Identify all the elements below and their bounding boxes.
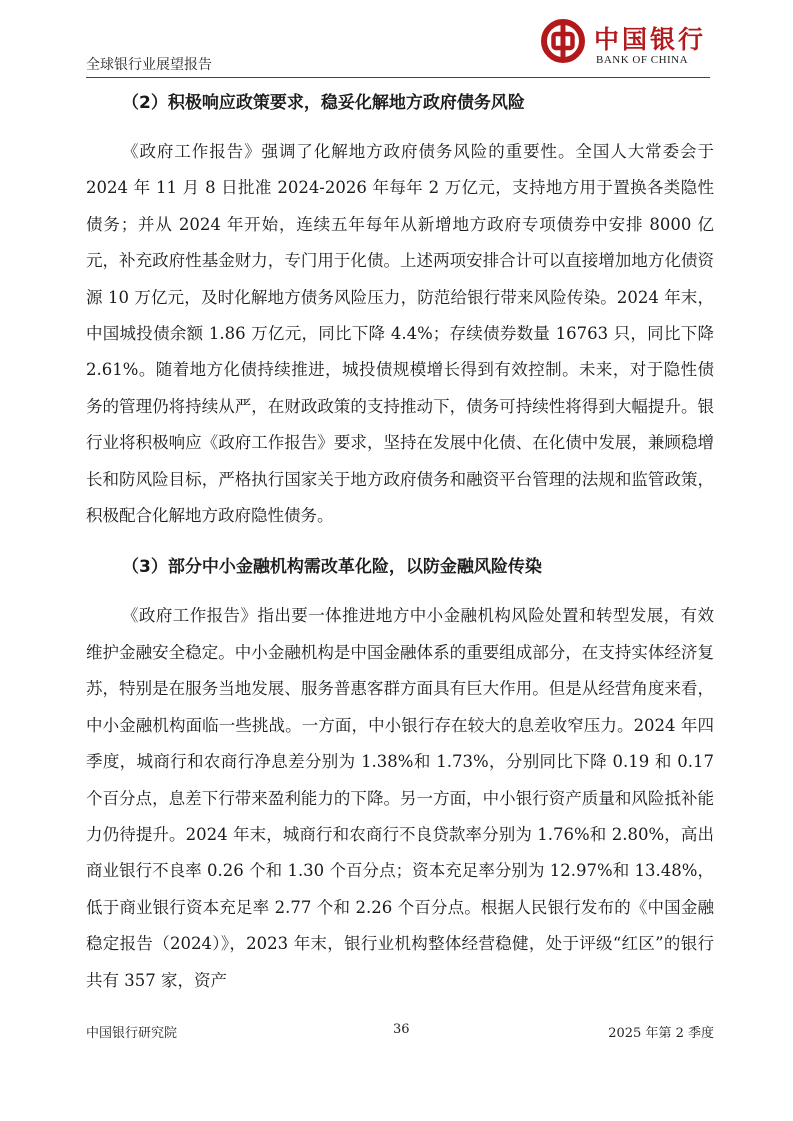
report-title: 全球银行业展望报告 — [86, 57, 212, 73]
footer-period: 2025 年第 2 季度 — [608, 1026, 714, 1041]
logo-name-en: BANK OF CHINA — [596, 54, 689, 66]
bank-of-china-emblem-icon — [540, 18, 586, 64]
section-paragraph: 《政府工作报告》强调了化解地方政府债务风险的重要性。全国人大常委会于 2024 年 11 月 8 日批准 2024-2026 年每年 2 万亿元，支持地方用于置换各类隐性债务；并从 2024 年开始，连续五年每年从新增地方政府专项债券中安排 8000 亿元，补充政府性基金财力，专门用于化债。上述两项安排合计可以直接增加地方化债资源 10 万亿元，及时化解地方债务风险压力，防范给银行带来风险传染。2024 年末，中国城投债余额 1.86 万亿元，同比下降 4.4%；存续债券数量 16763 只，同比下降 2.61%。随着地方化债持续推进，城投债规模增长得到有效控制。未来，对于隐性债务的管理仍将持续从严，在财政政策的支持推动下，债务可持续性将得到大幅提升。银行业将积极响应《政府工作报告》要求，坚持在发展中化债、在化债中发展，兼顾稳增长和防风险目标，严格执行国家关于地方政府债务和融资平台管理的法规和监管政策，积极配合化解地方政府隐性债务。 — [86, 142, 714, 526]
section-paragraph: 《政府工作报告》指出要一体推进地方中小金融机构风险处置和转型发展，有效维护金融安全稳定。中小金融机构是中国金融体系的重要组成部分，在支持实体经济复苏，特别是在服务当地发展、服务普惠客群方面具有巨大作用。但是从经营角度来看，中小金融机构面临一些挑战。一方面，中小银行存在较大的息差收窄压力。2024 年四季度，城商行和农商行净息差分别为 1.38%和 1.73%，分别同比下降 0.19 和 0.17 个百分点，息差下行带来盈利能力的下降。另一方面，中小银行资产质量和风险抵补能力仍待提升。2024 年末，城商行和农商行不良贷款率分别为 1.76%和 2.80%，高出商业银行不良率 0.26 个和 1.30 个百分点；资本充足率分别为 12.97%和 13.48%，低于商业银行资本充足率 2.77 个和 2.26 个百分点。根据人民银行发布的《中国金融稳定报告（2024）》，2023 年末，银行业机构整体经营稳健，处于评级“红区”的银行共有 357 家，资产 — [86, 606, 714, 990]
page-footer — [86, 1014, 714, 1044]
section-heading: （2）积极响应政策要求，稳妥化解地方政府债务风险 — [122, 93, 525, 113]
logo-name-cn: 中国银行 — [594, 25, 707, 54]
page-number: 36 — [393, 1022, 410, 1037]
page-header — [86, 0, 710, 80]
header-divider — [86, 77, 710, 78]
section-local-debt — [86, 88, 714, 534]
bank-logo — [540, 18, 710, 76]
page-body — [86, 88, 714, 1017]
section-small-institutions — [86, 552, 714, 998]
section-heading: （3）部分中小金融机构需改革化险，以防金融风险传染 — [122, 557, 542, 578]
footer-institute: 中国银行研究院 — [86, 1026, 178, 1041]
